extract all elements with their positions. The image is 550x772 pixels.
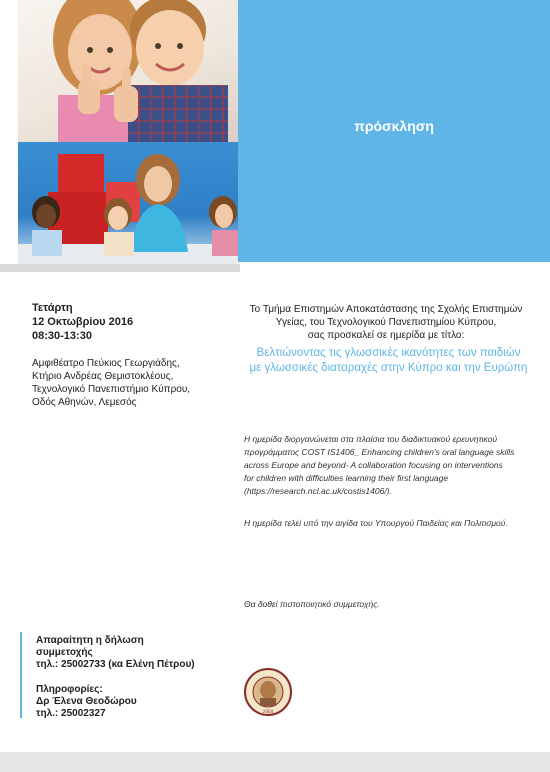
- intro-line: Το Τμήμα Επιστημών Αποκατάστασης της Σχολής Επιστημών: [249, 304, 523, 315]
- event-time: 08:30-13:30: [32, 330, 92, 342]
- framework-line: προγράμματος COST IS1406_ Enhancing children's oral language skills: [244, 447, 515, 457]
- invitation-title: πρόσκληση: [354, 118, 434, 134]
- intro-text: [241, 303, 531, 342]
- grey-divider-band: [0, 264, 240, 272]
- info-label: Πληροφορίες:: [36, 684, 103, 695]
- venue-line: Κτήριο Ανδρέας Θεμιστοκλέους,: [32, 371, 174, 382]
- event-day: Τετάρτη: [32, 302, 73, 314]
- registration-line: Απαραίτητη η δήλωση: [36, 635, 144, 646]
- intro-line: σας προσκαλεί σε ημερίδα με τίτλο:: [307, 330, 465, 341]
- framework-line: (https://research.ncl.ac.uk/costis1406/).: [244, 486, 392, 496]
- framework-line: Η ημερίδα διοργανώνεται στα πλαίσια του διαδικτυακού ερευνητικού: [244, 434, 498, 444]
- intro-line: Υγείας, του Τεχνολογικού Πανεπιστημίου Κύπρου,: [275, 317, 497, 328]
- info-phone: τηλ.: 25002327: [36, 708, 106, 719]
- university-seal-logo: [244, 668, 292, 716]
- framework-line: for children with difficulties learning their first language: [244, 473, 449, 483]
- framework-line: across Europe and beyond- A collaboration focusing on interventions: [244, 460, 503, 470]
- registration-line: συμμετοχής: [36, 647, 93, 658]
- venue-line: Τεχνολογικό Πανεπιστήμιο Κύπρου,: [32, 384, 191, 395]
- classroom-photo: [18, 142, 238, 264]
- venue-line: Οδός Αθηνών, Λεμεσός: [32, 397, 137, 408]
- children-thumbs-up-photo: [18, 0, 238, 142]
- talk-title-line: Βελτιώνοντας τις γλωσσικές ικανότητες των παιδιών: [256, 347, 521, 359]
- contact-accent-rule: [20, 632, 22, 718]
- patronage-text: Η ημερίδα τελεί υπό την αιγίδα του Υπουργού Παιδείας και Πολιτισμού.: [244, 518, 508, 528]
- seal-year: 2004: [262, 709, 274, 714]
- info-name: Δρ Έλενα Θεοδώρου: [36, 696, 137, 707]
- talk-title: [241, 346, 536, 376]
- footer-band: [0, 752, 550, 772]
- registration-label: [36, 635, 195, 671]
- framework-text: [244, 433, 544, 498]
- certificate-note: Θα δοθεί πιστοποιητικό συμμετοχής.: [244, 599, 380, 609]
- registration-phone: τηλ.: 25002733 (κα Ελένη Πέτρου): [36, 659, 195, 670]
- venue-line: Αμφιθέατρο Πεύκιος Γεωργιάδης,: [32, 358, 180, 369]
- info-block: [36, 684, 137, 720]
- talk-title-line: με γλωσσικές διαταραχές στην Κύπρο και την Ευρώπη: [249, 362, 528, 374]
- event-date: 12 Οκτωβρίου 2016: [32, 316, 134, 328]
